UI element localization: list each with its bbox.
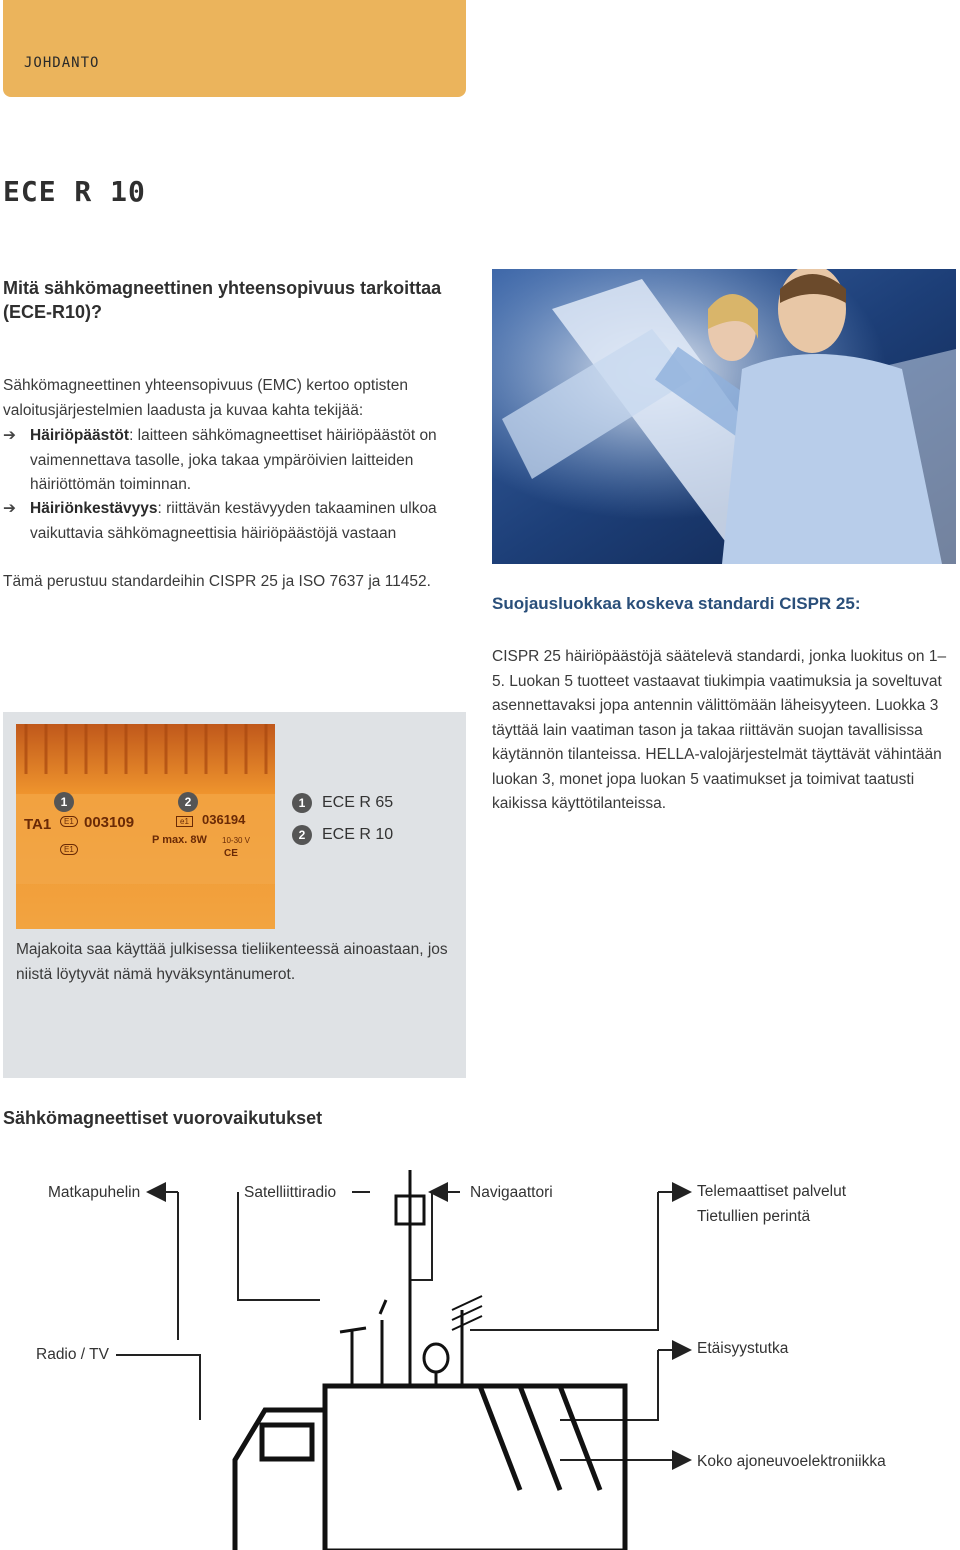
label-vehicle-electronics: Koko ajoneuvoelektroniikka xyxy=(697,1453,886,1470)
page-title: ECE R 10 xyxy=(3,175,146,208)
label-phone: Matkapuhelin xyxy=(48,1184,141,1201)
label-number-right: 036194 xyxy=(202,812,246,827)
e-mark-icon: E1 xyxy=(60,816,78,827)
e-mark-icon: E1 xyxy=(60,844,78,855)
label-number-left: 003109 xyxy=(84,814,135,831)
arrow-icon: ➔ xyxy=(3,500,16,517)
e-mark-box-icon: e1 xyxy=(176,816,193,827)
approval-label-photo xyxy=(16,724,275,929)
bullet-emissions xyxy=(3,424,463,498)
bullet-term: Häiriönkestävyys xyxy=(30,500,158,517)
label-telematics: Telemaattiset palvelut xyxy=(697,1183,847,1200)
label-code: TA1 xyxy=(24,816,52,833)
legend-number: 2 xyxy=(292,825,312,845)
cispr-heading: Suojausluokkaa koskeva standardi CISPR 25: xyxy=(492,594,861,613)
engineers-photo xyxy=(492,269,956,564)
label-satradio: Satelliittiradio xyxy=(244,1184,337,1201)
bullet-text: : riittävän kestävyyden takaaminen ulkoa vaikuttavia sähkömagneettisia häiriöpäästöjä vastaan xyxy=(30,500,437,542)
marker-2: 2 xyxy=(178,792,198,812)
bullet-immunity xyxy=(3,497,463,546)
approval-caption: Majakoita saa käyttää julkisessa tieliikenteessä ainoastaan, jos niistä löytyvät nämä hyväksyntänumerot. xyxy=(16,941,448,983)
label-navigator: Navigaattori xyxy=(470,1184,553,1201)
label-voltage: 10-30 V xyxy=(222,836,251,845)
section-tab xyxy=(3,0,466,97)
interactions-heading: Sähkömagneettiset vuorovaikutukset xyxy=(3,1108,323,1128)
marker-1: 1 xyxy=(54,792,74,812)
legend-item-2 xyxy=(292,825,393,845)
label-pmax: P max. 8W xyxy=(152,834,207,846)
legend-label: ECE R 10 xyxy=(322,826,394,844)
bullet-term: Häiriöpäästöt xyxy=(30,427,130,444)
bullet-text: : laitteen sähkömagneettiset häiriöpäästöt on vaimennettava tasolle, joka takaa ympäröivien laitteiden häiriöttömän toiminnan. xyxy=(30,427,437,493)
label-toll: Tietullien perintä xyxy=(697,1208,811,1225)
ce-mark: CE xyxy=(224,848,238,859)
truck-diagram-graphic xyxy=(0,1160,960,1550)
interactions-diagram xyxy=(0,1160,960,1550)
label-radio-tv: Radio / TV xyxy=(36,1346,109,1363)
legend-item-1 xyxy=(292,793,393,813)
arrow-icon: ➔ xyxy=(3,427,16,444)
label-radar: Etäisyystutka xyxy=(697,1340,789,1357)
intro-paragraph: Sähkömagneettinen yhteensopivuus (EMC) kertoo optisten valoitusjärjestelmien laadusta ja kuvaa kahta tekijää: xyxy=(3,377,408,419)
cispr-paragraph: CISPR 25 häiriöpäästöjä säätelevä standardi, jonka luokitus on 1–5. Luokan 5 tuotteet vastaavat tiukimpia vaatimuksia ja soveltuvat asennettavaksi jopa antennin välittömään läheisyyteen. Luokka 3 täyttää lain vaatiman tason ja takaa riittävän suojan tavallisissa käytännön tilanteissa. HELLA-valojärjestelmät täyttävät vähintään luokan 3, monet jopa luokan 5 vaatimukset ja toimivat taatusti kaikissa käyttötilanteissa. xyxy=(492,648,947,812)
legend-number: 1 xyxy=(292,793,312,813)
question-heading: Mitä sähkömagneettinen yhteensopivuus tarkoittaa (ECE-R10)? xyxy=(3,278,442,322)
standards-note: Tämä perustuu standardeihin CISPR 25 ja ISO 7637 ja 11452. xyxy=(3,573,431,590)
legend-label: ECE R 65 xyxy=(322,794,394,812)
section-tab-label: JOHDANTO xyxy=(24,55,100,71)
